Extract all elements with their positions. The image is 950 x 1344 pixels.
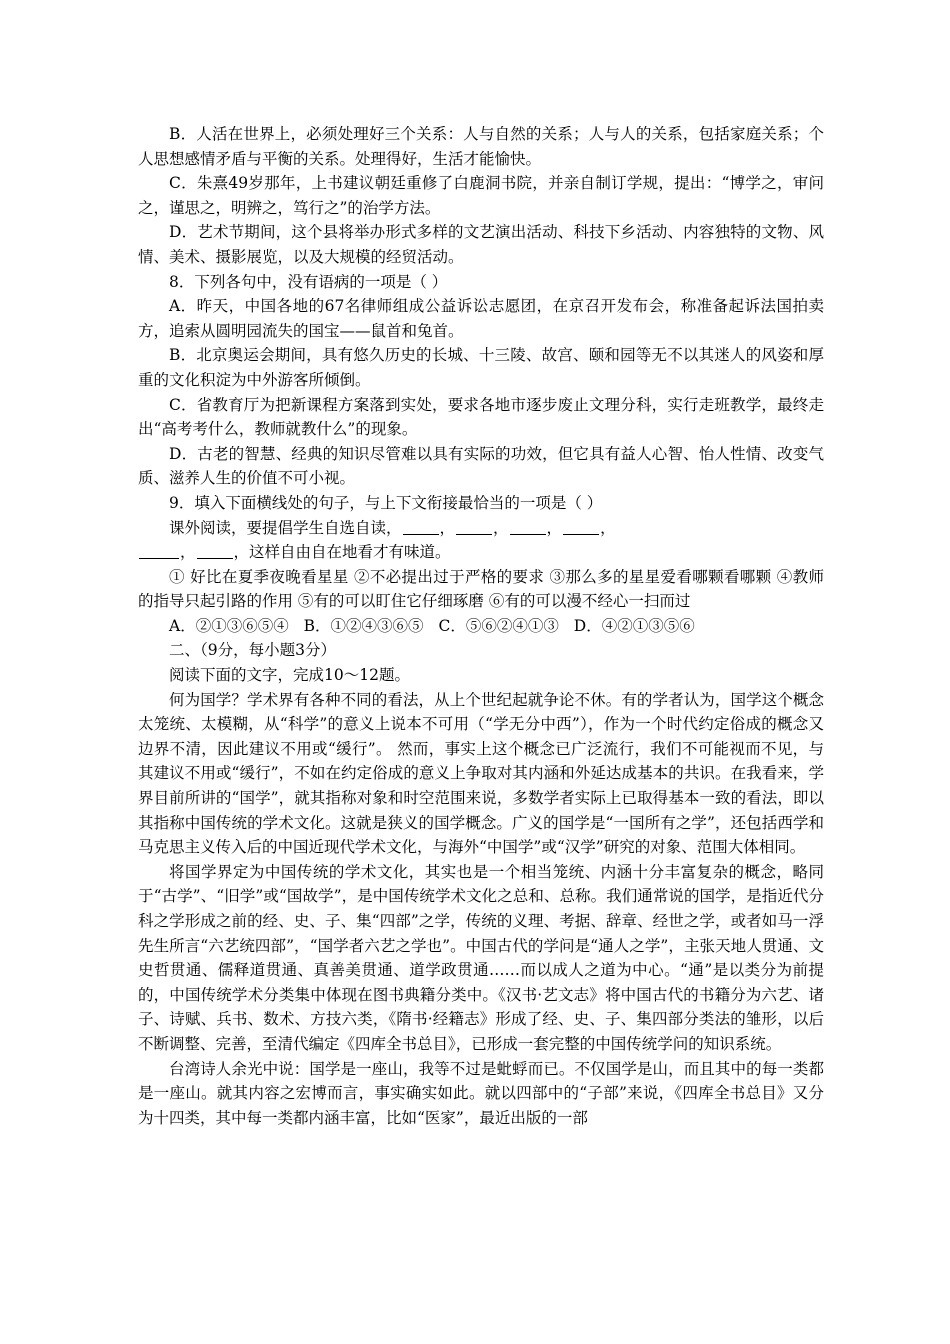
q9-passage-cont: ， ，这样自由自在地看才有味道。 — [138, 540, 824, 565]
q8-option-c: C．省教育厅为把新课程方案落到实处，要求各地市逐步废止文理分科，实行走班教学，最终走出“高考考什么，教师就教什么”的现象。 — [138, 395, 824, 439]
q9-stem: 9．填入下面横线处的句子，与上下文衔接最恰当的一项是（ ） — [169, 493, 603, 512]
q9-tail: ，这样自由自在地看才有味道。 — [233, 543, 451, 562]
q9-option-b: B．①②④③⑥⑤ — [303, 616, 424, 635]
q7-option-d: D．艺术节期间，这个县将举办形式多样的文艺演出活动、科技下乡活动、内容独特的文物、风情、美术、摄影展览，以及大规模的经贸活动。 — [138, 223, 824, 266]
q8-option-b: B．北京奥运会期间，具有悠久历史的长城、十三陵、故宫、颐和园等无不以其迷人的风姿和厚重的文化积淀为中外游客所倾倒。 — [138, 346, 824, 389]
q9-passage: 课外阅读，要提倡学生自选自读， ， ， ， ， — [169, 518, 616, 537]
q9-option-d: D．④②①③⑤⑥ — [573, 616, 695, 635]
q8-stem: 8．下列各句中，没有语病的一项是（ ） — [169, 272, 448, 291]
answer-blank[interactable] — [197, 542, 233, 559]
answer-blank[interactable] — [563, 518, 599, 535]
q7-option-b: B．人活在世界上，必须处理好三个关系：人与自然的关系；人与人的关系，包括家庭关系；个人思想感情矛盾与平衡的关系。处理得好，生活才能愉快。 — [138, 125, 824, 168]
q7-option-c: C．朱熹49岁那年，上书建议朝廷重修了白鹿洞书院，并亲自制订学规，提出：“博学之，审问之，谨思之，明辨之，笃行之”的治学方法。 — [138, 174, 824, 217]
answer-blank[interactable] — [510, 518, 546, 535]
q8-option-a: A．昨天，中国各地的67名律师组成公益诉讼志愿团，在京召开发布会，称准备起诉法国拍卖方，追索从圆明园流失的国宝——鼠首和兔首。 — [138, 297, 824, 340]
q9-lead: 课外阅读，要提倡学生自选自读， — [169, 518, 402, 537]
q9-option-a: A．②①③⑥⑤④ — [169, 616, 289, 635]
answer-blank[interactable] — [456, 518, 492, 535]
reading-paragraph: 何为国学？学术界有各种不同的看法，从上个世纪起就争论不休。有的学者认为，国学这个概念太笼统、太模糊，从“科学”的意义上说本不可用（“学无分中西”），作为一个时代约定俗成的概念又边界不清，因此建议不用或“缓行”。 然而，事实上这个概念已广泛流行，我们不可能视而不见，与其建议不用或“缓行”，不如在约定俗成的意义上争取对其内涵和外延达成基本的共识。在我看来，学界目前所讲的“国学”，就其指称对象和时空范围来说，多数学者实际上已取得基本一致的看法，即以其指称中国传统的学术文化。这就是狭义的国学概念。广义的国学是“一国所有之学”，还包括西学和马克思主义传入后的中国近现代学术文化，与海外“中国学”或“汉学”研究的对象、范围大体相同。 — [138, 690, 824, 857]
reading-paragraph: 将国学界定为中国传统的学术文化，其实也是一个相当笼统、内涵十分丰富复杂的概念，略同于“古学”、“旧学”或“国故学”，是中国传统学术文化之总和、总称。我们通常说的国学，是指近代分科之学形成之前的经、史、子、集“四部”之学，传统的义理、考据、辞章、经世之学，或者如马一浮先生所言“六艺统四部”，“国学者六艺之学也”。中国古代的学问是“通人之学”，主张天地人贯通、文史哲贯通、儒释道贯通、真善美贯通、道学政贯通……而以成人之道为中心。“通”是以类分为前提的，中国传统学术分类集中体现在图书典籍分类中。《汉书·艺文志》将中国古代的书籍分为六艺、诸子、诗赋、兵书、数术、方技六类，《隋书·经籍志》形成了经、史、子、集四部分类法的雏形，以后不断调整、完善，至清代编定《四库全书总目》，已形成一套完整的中国传统学问的知识系统。 — [138, 862, 824, 1053]
answer-blank[interactable] — [139, 542, 179, 559]
reading-paragraph: 台湾诗人余光中说：国学是一座山，我等不过是蚍蜉而已。不仅国学是山，而且其中的每一类都是一座山。就其内容之宏博而言，事实确实如此。就以四部中的“子部”来说，《四库全书总目》又分为十四类，其中每一类都内涵丰富，比如“医家”，最近出版的一部 — [138, 1059, 824, 1127]
q9-option-c: C．⑤⑥②④①③ — [438, 616, 559, 635]
answer-blank[interactable] — [403, 518, 439, 535]
q9-items: ① 好比在夏季夜晚看星星 ②不必提出过于严格的要求 ③那么多的星星爱看哪颗看哪颗 ④教师的指导只起引路的作用 ⑤有的可以盯住它仔细琢磨 ⑥有的可以漫不经心一扫而过 — [138, 567, 824, 611]
q9-options — [138, 614, 824, 639]
reading-instruction: 阅读下面的文字，完成10～12题。 — [169, 666, 410, 685]
section-heading: 二、（9分，每小题3分） — [169, 641, 336, 660]
q8-option-d: D．古老的智慧、经典的知识尽管难以具有实际的功效，但它具有益人心智、怡人性情、改变气质、滋养人生的价值不可小视。 — [138, 444, 824, 488]
